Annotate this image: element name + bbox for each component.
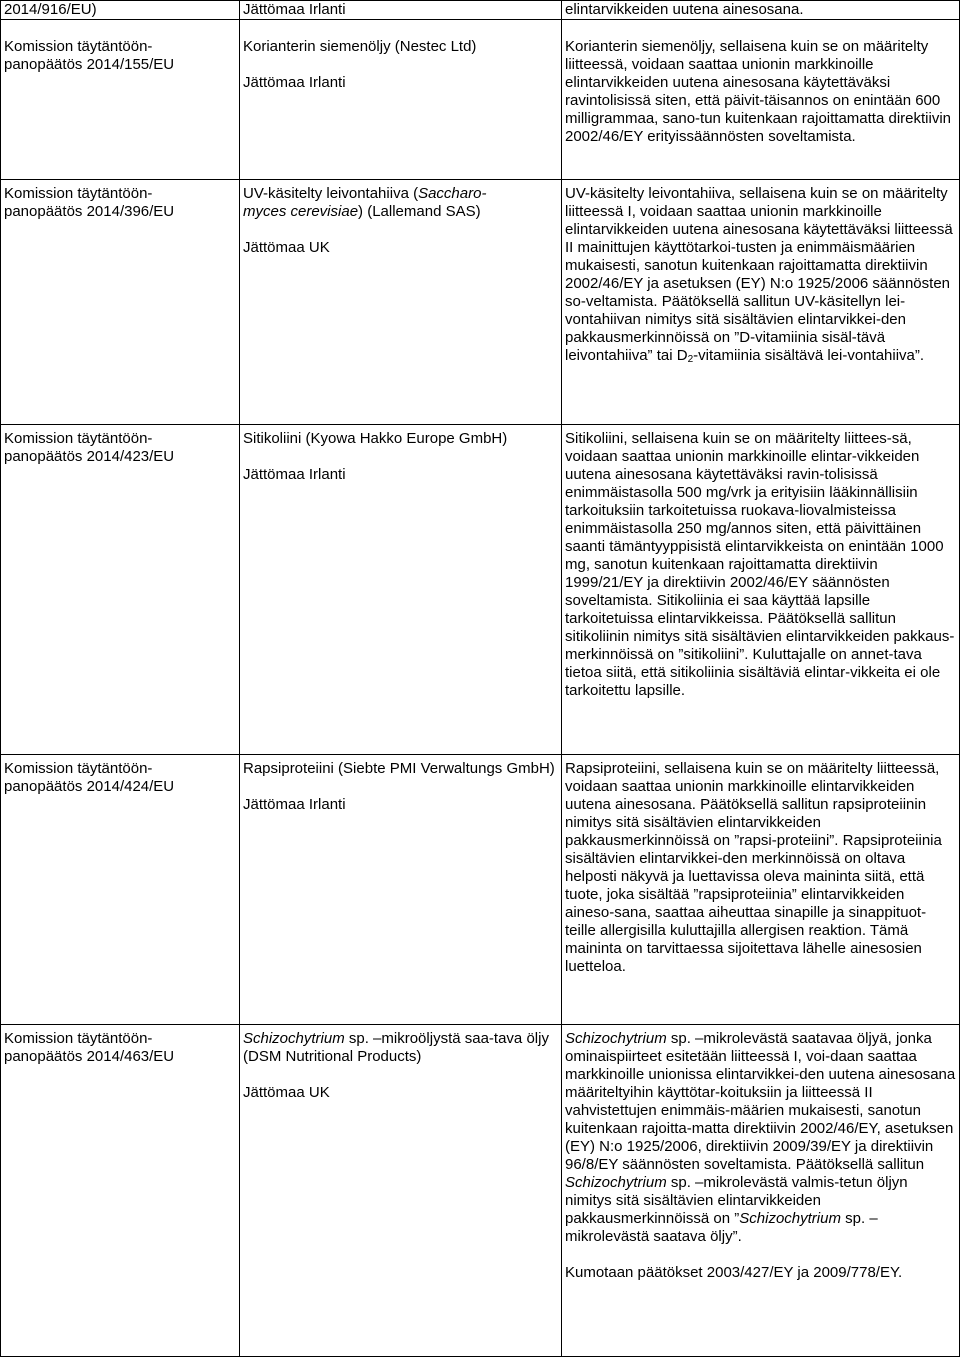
place-text: Jättömaa Irlanti <box>243 466 346 483</box>
description-cell <box>562 1025 960 1357</box>
description-text: UV-käsitelty leivontahiiva, sellaisena kuin se on määritelty liitteessä I, voidaan saattaa unionin markkinoille elintarvikkeiden uutena ainesosana käytettäväksi liitteessä II mainittujen käyttötarkoi-tusten ja enimmäismäärien mukaisesti, sanotun kuitenkaan rajoittamatta direktiivin 2002/46/EY ja asetuksen (EY) N:o 1925/2006 säännösten so-veltamista. Päätöksellä sallitun UV-käsitellyn lei-vontahiivan nimitys sitä sisältävien elintarvikkei-den pakkausmerkinnöissä on ”D-vitamiinia sisäl-tävä leivontahiiva” tai $D_2$-vitamiinia sisältävä lei-vontahiiva”. <box>565 185 953 365</box>
decision-cell <box>1 1025 240 1357</box>
description-text: Schizochytrium sp. –mikrolevästä saatavaa öljyä, jonka ominaispiirteet esitetään liitteessä I, voi-daan saattaa markkinoille unionissa elintarvikkei-den uutena ainesosana määriteltyihin käyttötar-koituksiin ja liitteessä II vahvistettujen enimmäis-määrien mukaisesti, sanotun kuitenkaan rajoitta-matta direktiivin 2002/46/EY, asetuksen (EY) N:o 1925/2006, direktiivin 2009/39/EY ja direktiivin 96/8/EY säännösten soveltamista. Päätöksellä sallitun Schizochytrium sp. –mikrolevästä valmis-tetun öljyn nimitys sitä sisältävien elintarvikkeiden pakkausmerkinnöissä on ”Schizochytrium sp. –mikrolevästä saatava öljy”. <box>565 1030 956 1245</box>
decision-cell <box>1 755 240 1025</box>
description-cell <box>562 180 960 425</box>
product-name: Rapsiproteiini (Siebte PMI Verwaltungs GmbH) <box>243 760 555 777</box>
place-text: Jättömaa UK <box>243 239 330 256</box>
decision-cell <box>1 425 240 755</box>
place-text: Jättömaa Irlanti <box>243 1 346 18</box>
product-name: UV-käsitelty leivontahiiva (Saccharo- myces cerevisiae) (Lallemand SAS) <box>243 185 487 220</box>
decision-text: Komission täytäntöön- panopäätös 2014/423/EU <box>4 430 175 465</box>
place-text: Jättömaa UK <box>243 1084 330 1101</box>
description-text: Sitikoliini, sellaisena kuin se on määritelty liittees-sä, voidaan saattaa unionin markkinoille elintar-vikkeiden uutena ainesosana käytettäväksi ravin-tolisissä enimmäistasolla 500 mg/vrk ja erityisiin lääkinnällisiin tarkoituksiin tarkoitetuissa ruokava-liovalmisteissa enimmäistasolla 250 mg/annos siten, että päivittäinen saanti tämäntyyppisistä elintarvikkeista on enintään 1000 mg, sanotun kuitenkaan rajoittamatta direktiivin 1999/21/EY ja direktiivin 2002/46/EY säännösten soveltamista. Sitikoliinia ei saa käyttää lapsille tarkoitetuissa elintarvikkeissa. Päätöksellä sallitun sitikoliinin nimitys sitä sisältävien elintarvikkeiden pakkaus-merkinnöissä on ”sitikoliini”. Kuluttajalle on annet-tava tietoa siitä, että sitikoliinia sisältäviä elintar-vikkeita ei ole tarkoitettu lapsille. <box>565 430 955 699</box>
place-text: Jättömaa Irlanti <box>243 74 346 91</box>
decision-text: Komission täytäntöön- panopäätös 2014/424/EU <box>4 760 175 795</box>
product-cell <box>240 425 562 755</box>
product-cell <box>240 755 562 1025</box>
description-cell <box>562 20 960 180</box>
description-cell <box>562 755 960 1025</box>
decision-cell <box>1 180 240 425</box>
decision-cell <box>1 20 240 180</box>
decision-text: 2014/916/EU) <box>4 1 97 18</box>
description-text: Rapsiproteiini, sellaisena kuin se on määritelty liitteessä, voidaan saattaa unionin markkinoille elintarvikkeiden uutena ainesosana. Päätöksellä sallitun rapsiproteiinin nimitys sitä sisältävien elintarvikkeiden pakkausmerkinnöissä on ”rapsi-proteiini”. Rapsiproteiinia sisältävien elintarvikkei-den merkinnöissä on oltava helposti näkyvä ja luettavissa oleva maininta siitä, että tuote, joka sisältää ”rapsiproteiinia” elintarvikkeiden aineso-sana, saattaa aiheuttaa sinapille ja sinappituot-teille allergisilla kuluttajilla allergisen reaktion. Tämä maininta on tarvittaessa sijoitettava lähelle ainesosien luetteloa. <box>565 760 942 975</box>
table-row <box>1 755 960 1025</box>
place-text: Jättömaa Irlanti <box>243 796 346 813</box>
product-cell <box>240 180 562 425</box>
table-row <box>1 425 960 755</box>
table-row <box>1 1025 960 1357</box>
description-text: Korianterin siemenöljy, sellaisena kuin se on määritelty liitteessä, voidaan saattaa unionin markkinoille elintarvikkeiden uutena ainesosana käytettäväksi ravintolisissä siten, että päivit-täisannos on enintään 600 milligrammaa, sano-tun kuitenkaan rajoittamatta direktiivin 2002/46/EY erityissäännösten soveltamista. <box>565 38 952 145</box>
product-name: Korianterin siemenöljy (Nestec Ltd) <box>243 38 477 55</box>
decision-text: Komission täytäntöön- panopäätös 2014/396/EU <box>4 185 175 220</box>
decision-text: Komission täytäntöön- panopäätös 2014/155/EU <box>4 38 175 73</box>
table-row <box>1 180 960 425</box>
decision-cell <box>1 1 240 20</box>
repeal-text: Kumotaan päätökset 2003/427/EY ja 2009/778/EY. <box>565 1264 903 1281</box>
decision-text: Komission täytäntöön- panopäätös 2014/463/EU <box>4 1030 175 1065</box>
product-cell <box>240 20 562 180</box>
product-name: Schizochytrium sp. –mikroöljystä saa-tava öljy (DSM Nutritional Products) <box>243 1030 549 1065</box>
description-text: elintarvikkeiden uutena ainesosana. <box>565 1 804 18</box>
description-cell <box>562 1 960 20</box>
description-cell <box>562 425 960 755</box>
table-row <box>1 1 960 20</box>
product-name: Sitikoliini (Kyowa Hakko Europe GmbH) <box>243 430 508 447</box>
product-cell <box>240 1 562 20</box>
table-row <box>1 20 960 180</box>
product-cell <box>240 1025 562 1357</box>
